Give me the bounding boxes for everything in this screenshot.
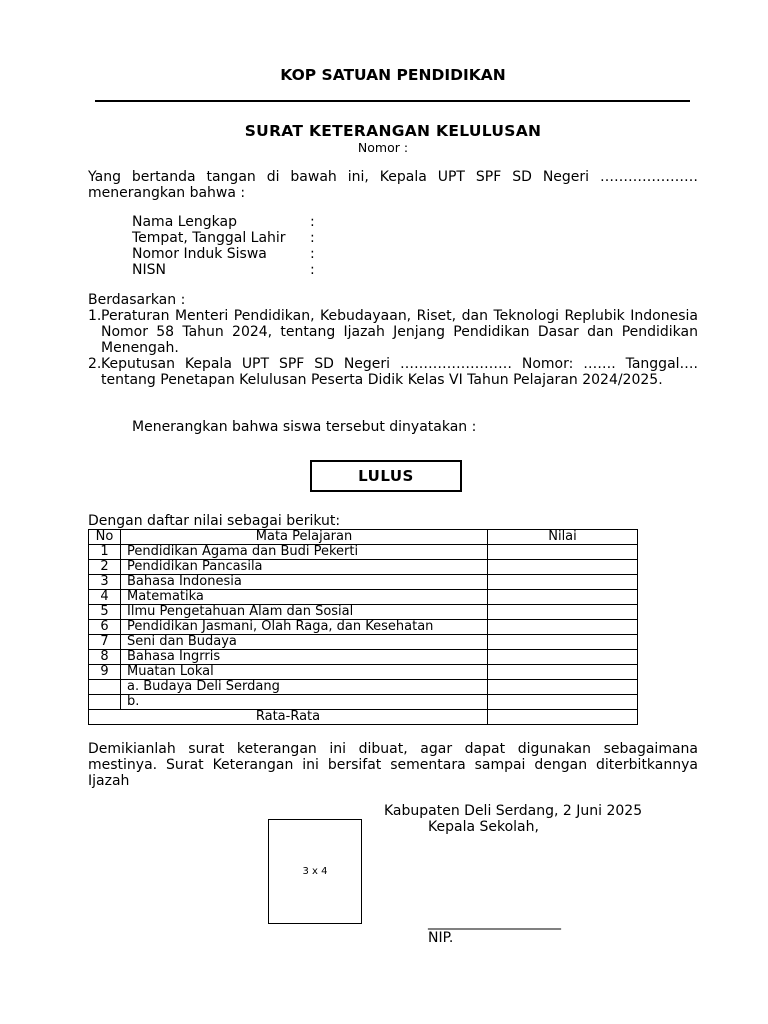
photo-placeholder	[268, 819, 362, 924]
basis-item-text: Peraturan Menteri Pendidikan, Kebudayaan, Riset, dan Teknologi Replubik Indonesia Nomor 58 Tahun 2024, tentang Ijazah Jenjang Pendidikan Dasar dan Pendidikan Menengah.	[101, 308, 698, 356]
identity-block	[132, 214, 315, 278]
letterhead-divider	[95, 100, 690, 102]
basis-heading: Berdasarkan :	[88, 292, 186, 308]
row-number: 4	[89, 590, 121, 605]
average-row	[89, 710, 638, 725]
statement-text: Menerangkan bahwa siswa tersebut dinyatakan :	[132, 419, 477, 435]
value-cell	[488, 560, 638, 575]
basis-item	[88, 308, 698, 356]
value-cell	[488, 650, 638, 665]
basis-item-number: 1.	[88, 308, 102, 324]
value-cell	[488, 635, 638, 650]
table-row	[89, 560, 638, 575]
identity-row	[132, 262, 315, 278]
column-header-value: Nilai	[488, 530, 638, 545]
nip-label: NIP.	[428, 930, 454, 946]
table-row	[89, 545, 638, 560]
basis-item-number: 2.	[88, 356, 102, 372]
identity-row	[132, 246, 315, 262]
row-number: 2	[89, 560, 121, 575]
table-row	[89, 650, 638, 665]
identity-label: NISN	[132, 262, 166, 278]
row-number	[89, 680, 121, 695]
place-date: Kabupaten Deli Serdang, 2 Juni 2025	[384, 803, 643, 819]
basis-item-text: Keputusan Kepala UPT SPF SD Negeri …………………… Nomor: ……. Tanggal…. tentang Penetapan Kelulusan Peserta Didik Kelas VI Tahun Pelajaran 2024/2025.	[101, 356, 698, 388]
table-row	[89, 590, 638, 605]
basis-list	[88, 308, 698, 388]
table-row	[89, 620, 638, 635]
document-number: Nomor :	[357, 140, 409, 155]
subject-cell: Bahasa Indonesia	[121, 575, 488, 590]
grades-intro: Dengan daftar nilai sebagai berikut:	[88, 513, 341, 529]
value-cell	[488, 605, 638, 620]
identity-separator: :	[310, 230, 315, 246]
photo-size-label: 3 x 4	[302, 866, 328, 877]
row-number: 7	[89, 635, 121, 650]
basis-item	[88, 356, 698, 388]
table-row	[89, 665, 638, 680]
table-row	[89, 605, 638, 620]
value-cell	[488, 665, 638, 680]
table-row	[89, 575, 638, 590]
row-number: 3	[89, 575, 121, 590]
subject-cell: Seni dan Budaya	[121, 635, 488, 650]
value-cell	[488, 575, 638, 590]
identity-label: Tempat, Tanggal Lahir	[132, 230, 286, 246]
closing-paragraph: Demikianlah surat keterangan ini dibuat, agar dapat digunakan sebagaimana mestinya. Surat Keterangan ini bersifat sementara sampai dengan diterbitkannya Ijazah	[88, 741, 698, 789]
subject-cell: b.	[121, 695, 488, 710]
grades-header-row	[89, 530, 638, 545]
subject-cell: Pendidikan Pancasila	[121, 560, 488, 575]
signature-line: ___________________	[428, 914, 561, 930]
identity-row	[132, 214, 315, 230]
result-box: LULUS	[310, 460, 462, 492]
document-title: SURAT KETERANGAN KELULUSAN	[244, 122, 542, 140]
subject-cell: a. Budaya Deli Serdang	[121, 680, 488, 695]
subject-cell: Bahasa Ingrris	[121, 650, 488, 665]
column-header-no: No	[89, 530, 121, 545]
grades-table	[88, 529, 638, 725]
identity-separator: :	[310, 214, 315, 230]
column-header-subject: Mata Pelajaran	[121, 530, 488, 545]
value-cell	[488, 590, 638, 605]
table-row	[89, 635, 638, 650]
table-row	[89, 695, 638, 710]
subject-cell: Pendidikan Agama dan Budi Pekerti	[121, 545, 488, 560]
row-number	[89, 695, 121, 710]
subject-cell: Pendidikan Jasmani, Olah Raga, dan Kesehatan	[121, 620, 488, 635]
identity-label: Nama Lengkap	[132, 214, 237, 230]
signer-role: Kepala Sekolah,	[428, 819, 539, 835]
value-cell	[488, 620, 638, 635]
identity-separator: :	[310, 262, 315, 278]
row-number: 5	[89, 605, 121, 620]
identity-separator: :	[310, 246, 315, 262]
subject-cell: Matematika	[121, 590, 488, 605]
value-cell	[488, 695, 638, 710]
table-row	[89, 680, 638, 695]
row-number: 6	[89, 620, 121, 635]
subject-cell: Muatan Lokal	[121, 665, 488, 680]
value-cell	[488, 680, 638, 695]
row-number: 9	[89, 665, 121, 680]
value-cell	[488, 545, 638, 560]
intro-paragraph: Yang bertanda tangan di bawah ini, Kepala UPT SPF SD Negeri ………………… menerangkan bahwa :	[88, 169, 698, 201]
letterhead-title: KOP SATUAN PENDIDIKAN	[280, 66, 506, 84]
subject-cell: Ilmu Pengetahuan Alam dan Sosial	[121, 605, 488, 620]
identity-row	[132, 230, 315, 246]
row-number: 8	[89, 650, 121, 665]
row-number: 1	[89, 545, 121, 560]
average-label: Rata-Rata	[89, 710, 488, 725]
identity-label: Nomor Induk Siswa	[132, 246, 267, 262]
average-value	[488, 710, 638, 725]
